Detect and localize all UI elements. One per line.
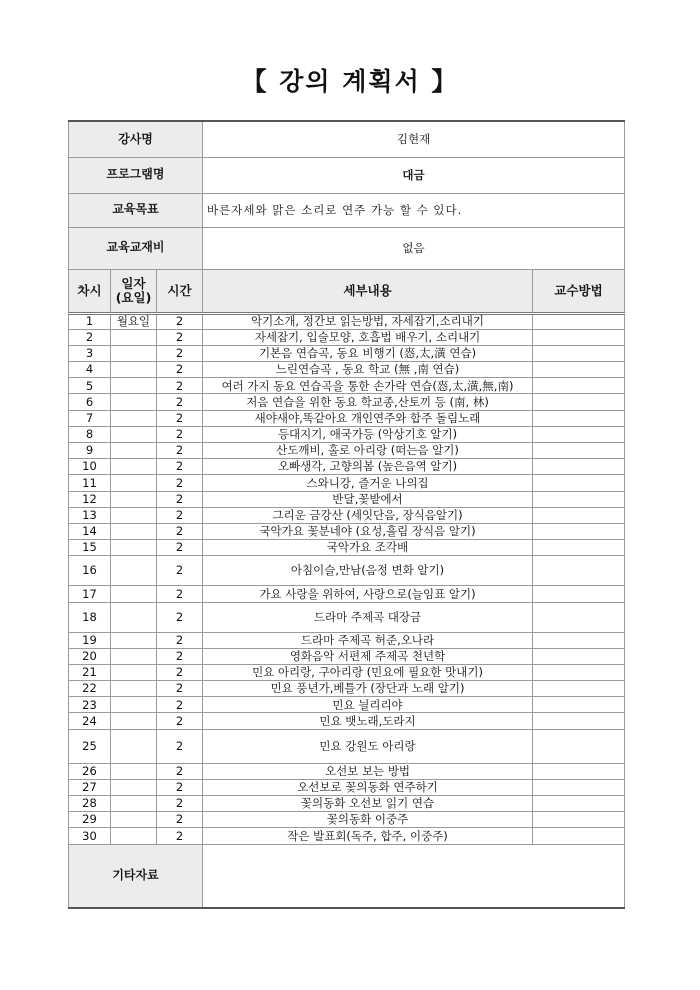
session-content: 오선보 보는 방법 bbox=[203, 763, 533, 779]
session-content: 민요 뱃노래,도라지 bbox=[203, 713, 533, 729]
schedule-row bbox=[69, 828, 625, 844]
session-method bbox=[533, 475, 625, 491]
schedule-row bbox=[69, 697, 625, 713]
session-number: 10 bbox=[69, 459, 111, 475]
session-method bbox=[533, 426, 625, 442]
session-number: 12 bbox=[69, 491, 111, 507]
session-number: 27 bbox=[69, 779, 111, 795]
session-hours: 2 bbox=[157, 443, 203, 459]
schedule-row bbox=[69, 796, 625, 812]
session-method bbox=[533, 443, 625, 459]
session-hours: 2 bbox=[157, 345, 203, 361]
session-content: 오빠생각, 고향의봄 (높은음역 알기) bbox=[203, 459, 533, 475]
session-method bbox=[533, 410, 625, 426]
goal-label: 교육목표 bbox=[69, 193, 203, 227]
other-materials-value bbox=[203, 844, 625, 908]
session-date bbox=[111, 697, 157, 713]
session-method bbox=[533, 507, 625, 523]
session-number: 24 bbox=[69, 713, 111, 729]
session-number: 17 bbox=[69, 586, 111, 602]
schedule-row bbox=[69, 729, 625, 763]
session-content: 꽃의동화 오선보 읽기 연습 bbox=[203, 796, 533, 812]
session-content: 새야새야,똑같아요 개인연주와 합주 돌림노래 bbox=[203, 410, 533, 426]
schedule-row bbox=[69, 681, 625, 697]
session-method bbox=[533, 632, 625, 648]
session-date bbox=[111, 443, 157, 459]
schedule-row bbox=[69, 329, 625, 345]
session-method bbox=[533, 540, 625, 556]
schedule-row bbox=[69, 763, 625, 779]
session-content: 민요 늴리리야 bbox=[203, 697, 533, 713]
schedule-row bbox=[69, 523, 625, 539]
schedule-row bbox=[69, 648, 625, 664]
session-date bbox=[111, 507, 157, 523]
schedule-row bbox=[69, 410, 625, 426]
session-hours: 2 bbox=[157, 556, 203, 586]
session-hours: 2 bbox=[157, 681, 203, 697]
session-hours: 2 bbox=[157, 491, 203, 507]
session-number: 28 bbox=[69, 796, 111, 812]
session-number: 14 bbox=[69, 523, 111, 539]
session-date bbox=[111, 763, 157, 779]
session-date bbox=[111, 329, 157, 345]
session-date bbox=[111, 426, 157, 442]
program-value: 대금 bbox=[203, 157, 625, 193]
session-date bbox=[111, 664, 157, 680]
session-content: 국악가요 조각배 bbox=[203, 540, 533, 556]
session-content: 아침이슬,만남(음정 변화 알기) bbox=[203, 556, 533, 586]
session-content: 민요 아리랑, 구아리랑 (민요에 필요한 맛내기) bbox=[203, 664, 533, 680]
col-header-method: 교수방법 bbox=[533, 269, 625, 313]
session-content: 민요 강원도 아리랑 bbox=[203, 729, 533, 763]
session-date bbox=[111, 586, 157, 602]
schedule-row bbox=[69, 443, 625, 459]
schedule-row bbox=[69, 779, 625, 795]
session-content: 그리운 금강산 (세잇단음, 장식음알기) bbox=[203, 507, 533, 523]
session-date bbox=[111, 779, 157, 795]
session-date bbox=[111, 729, 157, 763]
session-hours: 2 bbox=[157, 459, 203, 475]
session-method bbox=[533, 729, 625, 763]
session-method bbox=[533, 697, 625, 713]
session-hours: 2 bbox=[157, 812, 203, 828]
schedule-row bbox=[69, 313, 625, 329]
session-hours: 2 bbox=[157, 697, 203, 713]
session-method bbox=[533, 491, 625, 507]
session-date bbox=[111, 681, 157, 697]
session-method bbox=[533, 394, 625, 410]
session-date bbox=[111, 345, 157, 361]
session-content: 영화음악 서편제 주제곡 천년학 bbox=[203, 648, 533, 664]
session-content: 악기소개, 정간보 읽는방법, 자세잡기,소리내기 bbox=[203, 313, 533, 329]
session-number: 7 bbox=[69, 410, 111, 426]
session-hours: 2 bbox=[157, 664, 203, 680]
schedule-row bbox=[69, 345, 625, 361]
session-date bbox=[111, 540, 157, 556]
instructor-label: 강사명 bbox=[69, 121, 203, 157]
session-number: 1 bbox=[69, 313, 111, 329]
session-method bbox=[533, 713, 625, 729]
session-date bbox=[111, 796, 157, 812]
session-number: 13 bbox=[69, 507, 111, 523]
session-method bbox=[533, 523, 625, 539]
session-date bbox=[111, 475, 157, 491]
session-number: 5 bbox=[69, 378, 111, 394]
session-hours: 2 bbox=[157, 713, 203, 729]
session-content: 작은 발표회(독주, 합주, 이중주) bbox=[203, 828, 533, 844]
schedule-row bbox=[69, 507, 625, 523]
session-number: 23 bbox=[69, 697, 111, 713]
schedule-row bbox=[69, 664, 625, 680]
session-number: 2 bbox=[69, 329, 111, 345]
session-hours: 2 bbox=[157, 329, 203, 345]
session-method bbox=[533, 313, 625, 329]
schedule-row bbox=[69, 394, 625, 410]
session-method bbox=[533, 459, 625, 475]
lecture-plan-table bbox=[68, 120, 625, 909]
session-content: 기본음 연습곡, 동요 비행기 (㤲,太,潢 연습) bbox=[203, 345, 533, 361]
session-hours: 2 bbox=[157, 648, 203, 664]
session-number: 29 bbox=[69, 812, 111, 828]
session-date bbox=[111, 812, 157, 828]
session-date bbox=[111, 713, 157, 729]
schedule-row bbox=[69, 632, 625, 648]
session-content: 느린연습곡 , 동요 학교 (無 ,南 연습) bbox=[203, 362, 533, 378]
session-date bbox=[111, 394, 157, 410]
session-number: 11 bbox=[69, 475, 111, 491]
col-header-date: 일자 (요일) bbox=[111, 269, 157, 313]
session-content: 드라마 주제곡 허준,오나라 bbox=[203, 632, 533, 648]
schedule-row bbox=[69, 362, 625, 378]
session-number: 15 bbox=[69, 540, 111, 556]
session-content: 저음 연습을 위한 동요 학교종,산토끼 등 (南, 林) bbox=[203, 394, 533, 410]
session-hours: 2 bbox=[157, 523, 203, 539]
session-method bbox=[533, 648, 625, 664]
col-header-session: 차시 bbox=[69, 269, 111, 313]
session-hours: 2 bbox=[157, 410, 203, 426]
session-method bbox=[533, 681, 625, 697]
session-date bbox=[111, 459, 157, 475]
session-number: 20 bbox=[69, 648, 111, 664]
session-method bbox=[533, 812, 625, 828]
session-hours: 2 bbox=[157, 828, 203, 844]
col-header-content: 세부내용 bbox=[203, 269, 533, 313]
session-hours: 2 bbox=[157, 475, 203, 491]
schedule-row bbox=[69, 459, 625, 475]
session-date bbox=[111, 828, 157, 844]
session-number: 30 bbox=[69, 828, 111, 844]
session-content: 스와니강, 즐거운 나의집 bbox=[203, 475, 533, 491]
page-title: 【 강의 계획서 】 bbox=[241, 67, 459, 96]
session-hours: 2 bbox=[157, 602, 203, 632]
materials-value: 없음 bbox=[203, 227, 625, 269]
session-hours: 2 bbox=[157, 632, 203, 648]
schedule-row bbox=[69, 602, 625, 632]
session-date bbox=[111, 491, 157, 507]
session-content: 자세잡기, 입술모양, 호흡법 배우기, 소리내기 bbox=[203, 329, 533, 345]
schedule-row bbox=[69, 475, 625, 491]
schedule-row bbox=[69, 540, 625, 556]
session-date bbox=[111, 378, 157, 394]
schedule-row bbox=[69, 556, 625, 586]
session-content: 여러 가지 동요 연습곡을 통한 손가락 연습(㤲,太,潢,無,南) bbox=[203, 378, 533, 394]
schedule-row bbox=[69, 378, 625, 394]
session-hours: 2 bbox=[157, 729, 203, 763]
session-method bbox=[533, 779, 625, 795]
session-hours: 2 bbox=[157, 507, 203, 523]
session-content: 민요 풍년가,베틀가 (장단과 노래 알기) bbox=[203, 681, 533, 697]
session-method bbox=[533, 329, 625, 345]
session-number: 19 bbox=[69, 632, 111, 648]
session-number: 4 bbox=[69, 362, 111, 378]
session-method bbox=[533, 664, 625, 680]
session-content: 오선보로 꽃의동화 연주하기 bbox=[203, 779, 533, 795]
session-method bbox=[533, 602, 625, 632]
session-date bbox=[111, 556, 157, 586]
session-number: 8 bbox=[69, 426, 111, 442]
program-label: 프로그램명 bbox=[69, 157, 203, 193]
session-hours: 2 bbox=[157, 763, 203, 779]
session-hours: 2 bbox=[157, 378, 203, 394]
session-method bbox=[533, 345, 625, 361]
session-method bbox=[533, 796, 625, 812]
session-content: 드라마 주제곡 대장금 bbox=[203, 602, 533, 632]
session-number: 25 bbox=[69, 729, 111, 763]
session-hours: 2 bbox=[157, 586, 203, 602]
session-method bbox=[533, 378, 625, 394]
schedule-row bbox=[69, 713, 625, 729]
session-content: 등대지기, 애국가등 (악상기호 알기) bbox=[203, 426, 533, 442]
session-content: 꽃의동화 이중주 bbox=[203, 812, 533, 828]
session-method bbox=[533, 828, 625, 844]
session-number: 16 bbox=[69, 556, 111, 586]
session-content: 가요 사랑을 위하여, 사랑으로(늘임표 알기) bbox=[203, 586, 533, 602]
session-hours: 2 bbox=[157, 426, 203, 442]
session-date: 월요일 bbox=[111, 313, 157, 329]
session-hours: 2 bbox=[157, 362, 203, 378]
session-number: 18 bbox=[69, 602, 111, 632]
session-date bbox=[111, 523, 157, 539]
session-method bbox=[533, 763, 625, 779]
session-date bbox=[111, 632, 157, 648]
session-number: 26 bbox=[69, 763, 111, 779]
other-materials-label: 기타자료 bbox=[69, 844, 203, 908]
session-number: 3 bbox=[69, 345, 111, 361]
schedule-row bbox=[69, 812, 625, 828]
session-number: 21 bbox=[69, 664, 111, 680]
schedule-row bbox=[69, 491, 625, 507]
session-date bbox=[111, 602, 157, 632]
session-number: 22 bbox=[69, 681, 111, 697]
session-number: 6 bbox=[69, 394, 111, 410]
session-date bbox=[111, 362, 157, 378]
schedule-row bbox=[69, 426, 625, 442]
session-hours: 2 bbox=[157, 313, 203, 329]
materials-label: 교육교재비 bbox=[69, 227, 203, 269]
session-method bbox=[533, 362, 625, 378]
session-content: 반달,꽃밭에서 bbox=[203, 491, 533, 507]
session-content: 국악가요 꽃분네야 (요성,흘림 장식음 알기) bbox=[203, 523, 533, 539]
session-hours: 2 bbox=[157, 779, 203, 795]
session-hours: 2 bbox=[157, 796, 203, 812]
session-hours: 2 bbox=[157, 394, 203, 410]
goal-value: 바른자세와 맑은 소리로 연주 가능 할 수 있다. bbox=[203, 193, 625, 227]
session-date bbox=[111, 410, 157, 426]
instructor-value: 김현재 bbox=[203, 121, 625, 157]
session-hours: 2 bbox=[157, 540, 203, 556]
col-header-time: 시간 bbox=[157, 269, 203, 313]
schedule-row bbox=[69, 586, 625, 602]
session-method bbox=[533, 586, 625, 602]
session-method bbox=[533, 556, 625, 586]
session-content: 산도깨비, 홀로 아리랑 (떠는음 알기) bbox=[203, 443, 533, 459]
session-date bbox=[111, 648, 157, 664]
session-number: 9 bbox=[69, 443, 111, 459]
